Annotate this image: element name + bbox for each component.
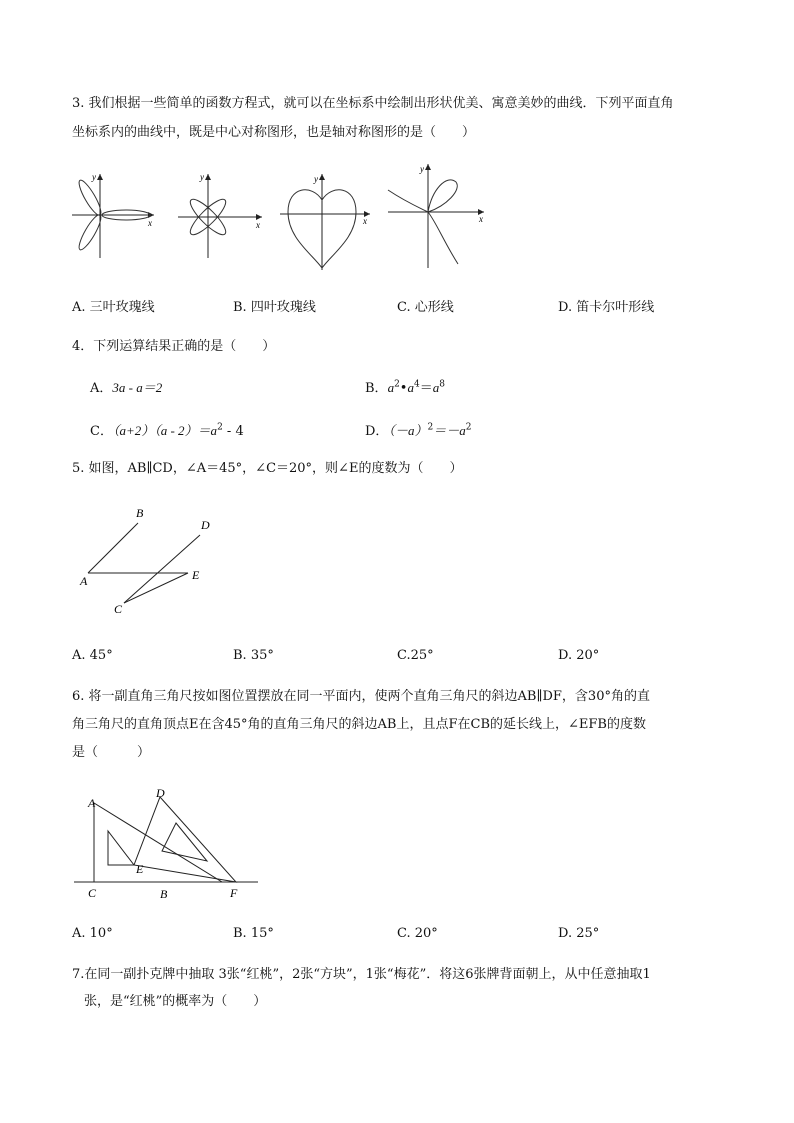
q5-stem: 5. 如图，AB∥CD，∠A＝45°，∠C＝20°，则∠E的度数为（ ）	[72, 461, 463, 476]
q4-option-c-label: C．	[90, 424, 113, 439]
axis-x-label: x	[256, 220, 260, 230]
q6-stem-line3: 是（ ）	[72, 745, 151, 760]
q3-figure-four-leaf-rose	[176, 170, 266, 260]
q6-option-d: D. 25°	[558, 926, 600, 941]
q3-stem-line1: 3. 我们根据一些简单的函数方程式，就可以在坐标系中绘制出形状优美、寓意美妙的曲线．下列平面直角	[72, 96, 674, 111]
q4-option-b	[365, 377, 445, 396]
q4-option-c	[90, 420, 244, 439]
q3-option-d: D. 笛卡尔叶形线	[558, 300, 655, 315]
q4-option-d	[365, 420, 471, 439]
q4-option-c-exp: 2	[217, 422, 223, 433]
q3-figure-three-leaf-rose	[68, 170, 158, 260]
q7-stem-line2: 张，是“红桃”的概率为（ ）	[84, 994, 267, 1009]
q4-option-d-expr: （－a）	[388, 423, 428, 438]
q3-option-c: C. 心形线	[397, 300, 454, 315]
q4-option-d-exp2: 2	[465, 422, 472, 433]
q3-figure-cardioid	[278, 172, 378, 272]
q4-option-b-exp3: 8	[439, 379, 445, 390]
q3-figure-folium-of-descartes	[384, 160, 484, 270]
q4-option-c-expr: （a+2）（a - 2）＝a	[112, 423, 218, 438]
q5-option-c: C.25°	[397, 648, 434, 663]
q5-option-b: B. 35°	[233, 648, 274, 663]
q4-option-b-label: B．	[365, 381, 388, 396]
q5-option-d: D. 20°	[558, 648, 600, 663]
q4-option-d-tail: ＝－a	[433, 423, 466, 438]
q6-stem-line1: 6. 将一副直角三角尺按如图位置摆放在同一平面内，使两个直角三角尺的斜边AB∥DF，含30°角的直	[72, 689, 650, 704]
q6-point-a: A	[88, 796, 96, 810]
q5-point-e: E	[192, 568, 200, 582]
q4-option-d-label: D．	[365, 424, 389, 439]
axis-x-label: x	[363, 216, 367, 226]
q5-point-d: D	[201, 518, 210, 532]
q6-option-c: C. 20°	[397, 926, 438, 941]
q6-point-f: F	[230, 886, 238, 900]
q3-option-a: A. 三叶玫瑰线	[72, 300, 155, 315]
q5-point-c: C	[114, 602, 123, 616]
axis-y-label: y	[92, 172, 96, 182]
q6-option-b: B. 15°	[233, 926, 274, 941]
q5-point-b: B	[136, 506, 144, 520]
axis-x-label: x	[479, 214, 483, 224]
q3-option-b: B. 四叶玫瑰线	[233, 300, 316, 315]
q4-stem: 4．下列运算结果正确的是（ ）	[72, 339, 276, 354]
q4-option-b-exp2: 4	[413, 379, 420, 390]
q7-stem-line1: 7.在同一副扑克牌中抽取 3张“红桃”，2张“方块”，1张“梅花”．将这6张牌背面朝上，从中任意抽取1	[72, 967, 651, 982]
q4-option-a-expr: 3a - a＝2	[112, 380, 163, 395]
q6-option-a: A. 10°	[72, 926, 113, 941]
q4-option-a	[90, 377, 162, 396]
q5-option-a: A. 45°	[72, 648, 113, 663]
q4-option-b-exp1: 2	[394, 379, 400, 390]
q6-point-d: D	[156, 786, 165, 800]
axis-y-label: y	[200, 172, 204, 182]
q5-figure-parallel-lines	[76, 505, 236, 615]
q4-option-a-label: A．	[90, 381, 113, 396]
axis-x-label: x	[148, 218, 152, 228]
q4-option-b-base2: a	[407, 380, 414, 395]
axis-y-label: y	[420, 164, 424, 174]
axis-y-label: y	[314, 174, 318, 184]
q5-point-a: A	[80, 574, 88, 588]
q4-option-d-exp: 2	[427, 422, 434, 433]
q6-point-b: B	[160, 887, 168, 901]
q6-figure-triangle-rulers	[72, 785, 272, 905]
q4-option-b-dot: •	[399, 381, 408, 396]
q6-stem-line2: 角三角尺的直角顶点E在含45°角的直角三角尺的斜边AB上，且点F在CB的延长线上，∠EFB的度数	[72, 717, 646, 732]
q3-stem-line2: 坐标系内的曲线中，既是中心对称图形，也是轴对称图形的是（ ）	[72, 125, 476, 140]
q4-option-b-base3: a	[432, 380, 440, 395]
q4-option-c-tail: - 4	[222, 424, 244, 439]
q4-option-b-base1: a	[387, 380, 395, 395]
q6-point-c: C	[88, 886, 97, 900]
q6-point-e: E	[136, 862, 144, 876]
q4-option-b-eq: ＝	[419, 381, 433, 396]
